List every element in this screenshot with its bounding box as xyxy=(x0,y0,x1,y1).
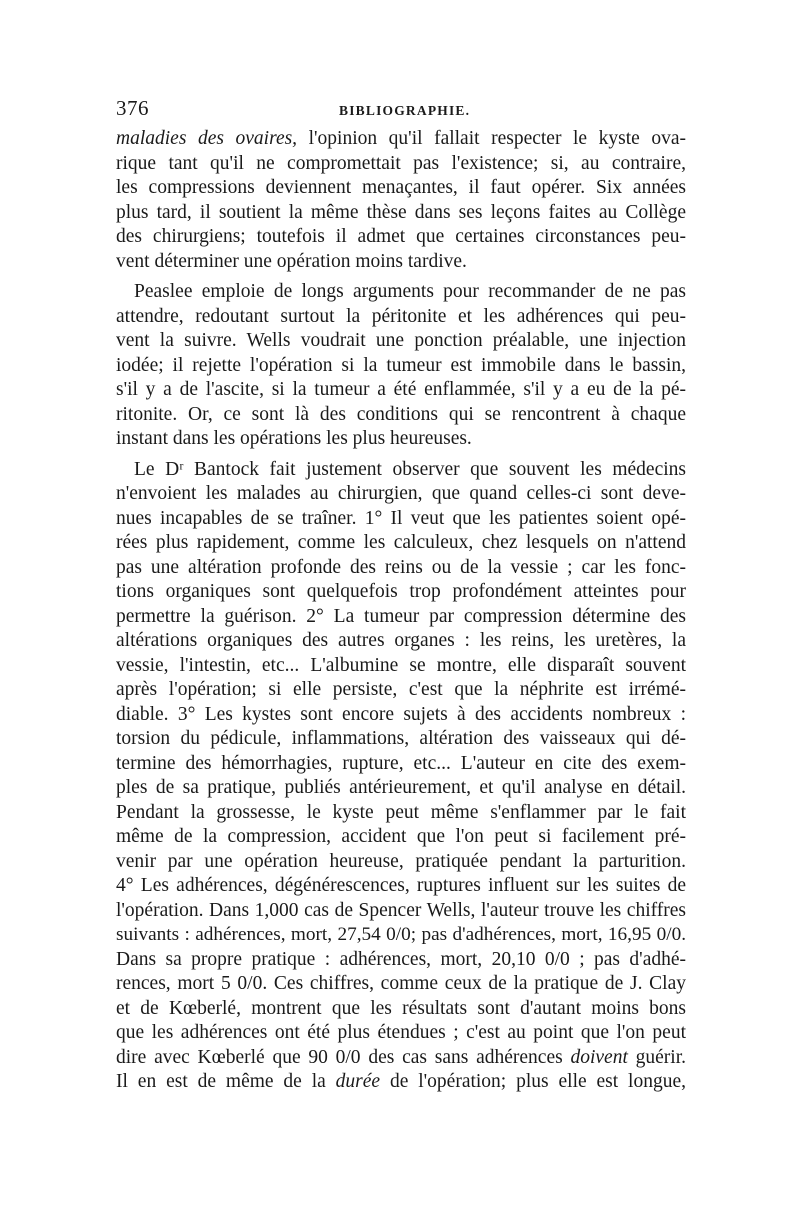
text-segment: l'opinion qu'il fallait respecter le kyste ova- xyxy=(297,128,686,149)
text-line xyxy=(116,1070,686,1095)
text-line xyxy=(116,776,686,801)
text-segment: rences, mort 5 0/0. Ces chiffres, comme ceux de la pratique de J. Clay xyxy=(116,973,686,994)
text-segment: 4° Les adhérences, dégénérescences, ruptures influent sur les suites de xyxy=(116,875,686,896)
text-segment: altérations organiques des autres organes : les reins, les uretères, la xyxy=(116,630,686,651)
text-line xyxy=(116,850,686,875)
text-line xyxy=(116,1021,686,1046)
text-line xyxy=(116,225,686,250)
text-line xyxy=(116,654,686,679)
text-line xyxy=(116,482,686,507)
text-segment: après l'opération; si elle persiste, c'est que la néphrite est irrémé- xyxy=(116,679,686,700)
text-segment: même de la compression, accident que l'on peut si facilement pré- xyxy=(116,826,686,847)
text-line xyxy=(116,874,686,899)
text-line xyxy=(116,972,686,997)
text-segment: dire avec Kœberlé que 90 0/0 des cas sans adhérences xyxy=(116,1046,571,1068)
italic-segment: doivent xyxy=(570,1046,628,1068)
italic-segment: maladies des ovaires, xyxy=(116,128,298,149)
text-segment: plus tard, il soutient la même thèse dans ses leçons faites au Collège xyxy=(116,201,686,223)
page-number: 376 xyxy=(116,96,149,120)
text-segment: Le Dʳ Bantock fait justement observer que souvent les médecins xyxy=(134,458,686,480)
text-segment: nues incapables de se traîner. 1° Il veut que les patientes soient opé- xyxy=(116,507,686,529)
text-segment: l'opération. Dans 1,000 cas de Spencer Wells, l'auteur trouve les chiffres xyxy=(116,899,686,921)
text-line xyxy=(116,427,686,452)
text-segment: vent déterminer une opération moins tardive. xyxy=(116,250,467,272)
running-head: BIBLIOGRAPHIE. xyxy=(339,103,471,118)
text-line xyxy=(116,556,686,581)
text-line xyxy=(116,997,686,1022)
text-segment: et de Kœberlé, montrent que les résultats sont d'autant moins bons xyxy=(116,997,686,1019)
text-line xyxy=(116,403,686,428)
text-segment: de l'opération; plus elle est longue, xyxy=(380,1071,686,1092)
text-segment: des chirurgiens; toutefois il admet que certaines circonstances peu- xyxy=(116,226,686,247)
text-segment: diable. 3° Les kystes sont encore sujets à des accidents nombreux : xyxy=(116,703,686,725)
text-line xyxy=(116,250,686,275)
text-line xyxy=(116,507,686,532)
text-segment: suivants : adhérences, mort, 27,54 0/0; pas d'adhérences, mort, 16,95 0/0. xyxy=(116,924,686,945)
text-segment: rique tant qu'il ne compromettait pas l'existence; si, au contraire, xyxy=(116,152,686,174)
text-line xyxy=(116,825,686,850)
text-segment: ples de sa pratique, publiés antérieurement, et qu'il analyse en détail. xyxy=(116,777,686,798)
text-line xyxy=(116,923,686,948)
text-segment: Peaslee emploie de longs arguments pour recommander de ne pas xyxy=(134,281,686,302)
text-segment: vent la suivre. Wells voudrait une ponction préalable, une injection xyxy=(116,330,686,351)
text-segment: vessie, l'intestin, etc... L'albumine se montre, elle disparaît souvent xyxy=(116,654,686,676)
text-line xyxy=(116,127,686,152)
paragraph xyxy=(116,458,686,1095)
text-line xyxy=(116,280,686,305)
text-line xyxy=(116,752,686,777)
text-segment: iodée; il rejette l'opération si la tumeur est immobile dans le bassin, xyxy=(116,354,686,376)
paragraph xyxy=(116,280,686,452)
text-line xyxy=(116,605,686,630)
text-segment: n'envoient les malades au chirurgien, que quand celles-ci sont deve- xyxy=(116,483,686,504)
text-line xyxy=(116,948,686,973)
text-segment: termine des hémorrhagies, rupture, etc... L'auteur en cite des exem- xyxy=(116,752,686,774)
text-line xyxy=(116,176,686,201)
text-line xyxy=(116,678,686,703)
paragraph xyxy=(116,127,686,274)
body-text xyxy=(116,127,686,1095)
text-segment: que les adhérences ont été plus étendues ; c'est au point que l'on peut xyxy=(116,1022,686,1043)
text-line xyxy=(116,458,686,483)
text-segment: torsion du pédicule, inflammations, altération des vaisseaux qui dé- xyxy=(116,728,686,749)
text-segment: les compressions deviennent menaçantes, il faut opérer. Six années xyxy=(116,177,686,198)
text-segment: ritonite. Or, ce sont là des conditions qui se rencontrent à chaque xyxy=(116,403,686,425)
text-line xyxy=(116,305,686,330)
text-segment: Pendant la grossesse, le kyste peut même s'enflammer par le fait xyxy=(116,801,686,823)
text-line xyxy=(116,801,686,826)
text-line xyxy=(116,899,686,924)
italic-segment: durée xyxy=(335,1071,381,1092)
text-line xyxy=(116,531,686,556)
text-line xyxy=(116,378,686,403)
text-line xyxy=(116,727,686,752)
text-segment: permettre la guérison. 2° La tumeur par compression détermine des xyxy=(116,605,686,627)
text-segment: rées plus rapidement, comme les calculeux, chez lesquels on n'attend xyxy=(116,532,686,553)
text-segment: guérir. xyxy=(627,1046,686,1068)
text-line xyxy=(116,152,686,177)
text-segment: s'il y a de l'ascite, si la tumeur a été enflammée, s'il y a eu de la pé- xyxy=(116,379,686,400)
text-segment: Dans sa propre pratique : adhérences, mort, 20,10 0/0 ; pas d'adhé- xyxy=(116,948,686,970)
text-line xyxy=(116,703,686,728)
text-line xyxy=(116,354,686,379)
text-line xyxy=(116,580,686,605)
text-line xyxy=(116,201,686,226)
text-segment: tions organiques sont quelquefois trop profondément atteintes pour xyxy=(116,581,686,602)
text-segment: instant dans les opérations les plus heureuses. xyxy=(116,428,472,449)
text-segment: venir par une opération heureuse, pratiquée pendant la parturition. xyxy=(116,850,686,872)
text-segment: attendre, redoutant surtout la péritonite et les adhérences qui peu- xyxy=(116,305,686,327)
text-line xyxy=(116,1046,686,1071)
text-segment: pas une altération profonde des reins ou de la vessie ; car les fonc- xyxy=(116,556,686,578)
text-segment: Il en est de même de la xyxy=(116,1071,336,1092)
text-line xyxy=(116,629,686,654)
text-line xyxy=(116,329,686,354)
